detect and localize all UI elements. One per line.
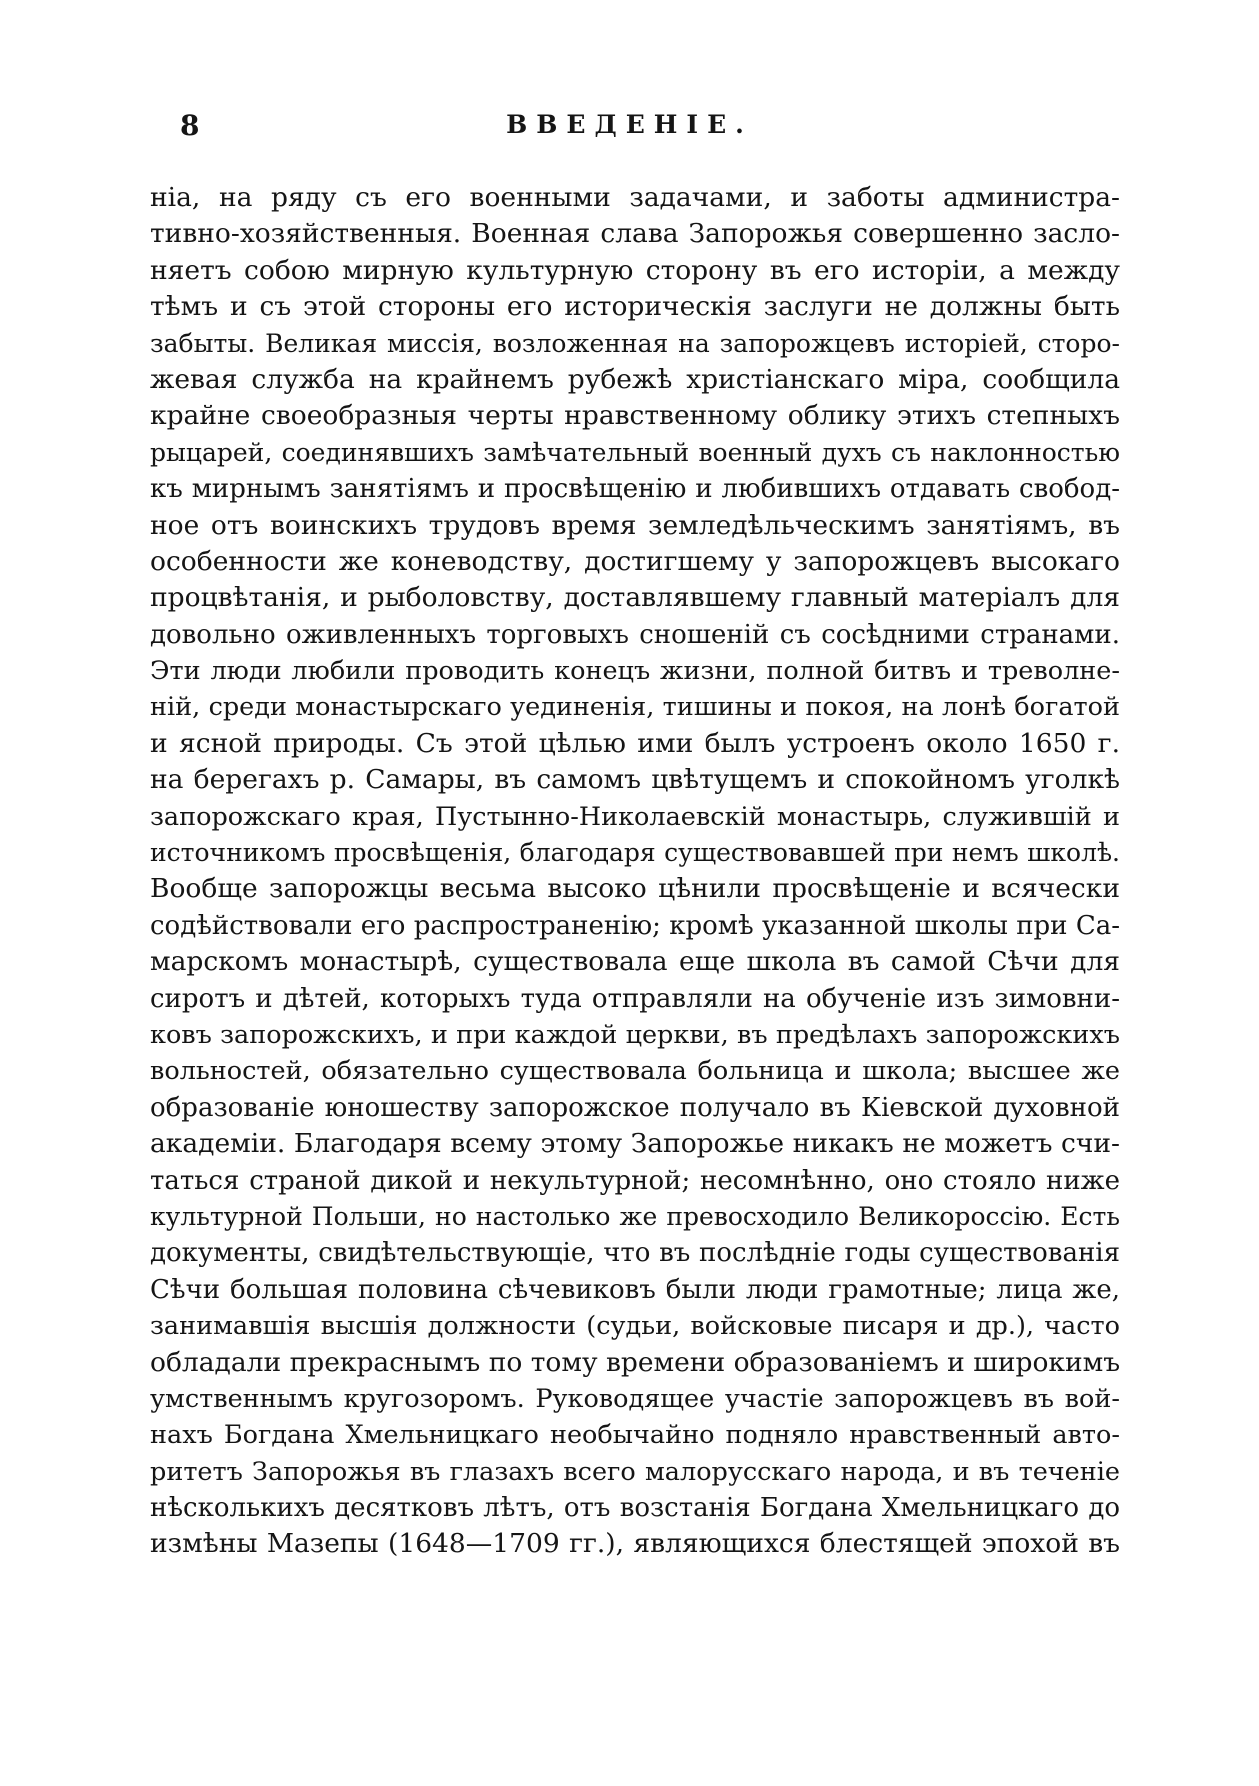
text-line: сиротъ и дѣтей, которыхъ туда отправляли на обученіе изъ зимовни-: [150, 983, 1120, 1014]
text-line: къ мирнымъ занятіямъ и просвѣщенію и любившихъ отдавать свобод-: [150, 474, 1120, 505]
running-title: ВВЕДЕНІЕ.: [506, 110, 753, 139]
text-line: процвѣтанія, и рыболовству, доставлявшему главный матеріалъ для: [150, 582, 1120, 614]
text-line: ніа, на ряду съ его военными задачами, и заботы администра-: [150, 182, 1120, 213]
text-line: вольностей, обязательно существовала больница и школа; высшее же: [150, 1056, 1120, 1087]
text-line: ное отъ воинскихъ трудовъ время земледѣльческимъ занятіямъ, въ: [150, 509, 1120, 541]
text-line: измѣны Мазепы (1648—1709 гг.), являющихся блестящей эпохой въ: [150, 1528, 1120, 1560]
text-line: и ясной природы. Съ этой цѣлью ими былъ устроенъ около 1650 г.: [150, 727, 1120, 759]
text-line: марскомъ монастырѣ, существовала еще школа въ самой Сѣчи для: [150, 946, 1120, 978]
text-line: тѣмъ и съ этой стороны его историческія заслуги не должны быть: [150, 291, 1120, 323]
text-line: ній, среди монастырскаго уединенія, тишины и покоя, на лонѣ богатой: [150, 692, 1120, 723]
text-line: особенности же коневодству, достигшему у запорожцевъ высокаго: [150, 545, 1120, 577]
text-line: Сѣчи большая половина сѣчевиковъ были люди грамотные; лица же,: [150, 1274, 1120, 1305]
text-line: Эти люди любили проводить конецъ жизни, полной битвъ и треволне-: [150, 656, 1120, 687]
text-line: занимавшія высшія должности (судьи, войсковые писаря и др.), часто: [150, 1311, 1120, 1342]
text-line: няетъ собою мирную культурную сторону въ его исторіи, а между: [150, 254, 1120, 286]
text-line: культурной Польши, но настолько же превосходило Великороссію. Есть: [150, 1201, 1120, 1231]
text-line: ковъ запорожскихъ, и при каждой церкви, въ предѣлахъ запорожскихъ: [150, 1019, 1120, 1050]
text-line: обладали прекраснымъ по тому времени образованіемъ и широкимъ: [150, 1346, 1120, 1378]
text-line: нахъ Богдана Хмельницкаго необычайно подняло нравственный авто-: [150, 1420, 1120, 1451]
text-line: крайне своеобразныя черты нравственному облику этихъ степныхъ: [150, 400, 1120, 432]
text-line: жевая служба на крайнемъ рубежѣ христіанскаго міра, сообщила: [150, 363, 1120, 395]
text-line: ритетъ Запорожья въ глазахъ всего малорусскаго народа, и въ теченіе: [150, 1456, 1120, 1487]
text-line: довольно оживленныхъ торговыхъ сношеній съ сосѣдними странами.: [150, 619, 1120, 650]
text-line: таться страной дикой и некультурной; несомнѣнно, оно стояло ниже: [150, 1165, 1120, 1196]
text-line: академіи. Благодаря всему этому Запорожье никакъ не можетъ счи-: [150, 1128, 1120, 1160]
text-line: умственнымъ кругозоромъ. Руководящее участіе запорожцевъ въ вой-: [150, 1383, 1120, 1414]
text-line: нѣсколькихъ десятковъ лѣтъ, отъ возстанія Богдана Хмельницкаго до: [150, 1493, 1120, 1524]
body-text: [150, 180, 1120, 1563]
text-line: Вообще запорожцы весьма высоко цѣнили просвѣщеніе и всячески: [150, 873, 1120, 905]
text-line: на берегахъ р. Самары, въ самомъ цвѣтущемъ и спокойномъ уголкѣ: [150, 764, 1120, 796]
text-line: тивно-хозяйственныя. Военная слава Запорожья совершенно засло-: [150, 218, 1120, 250]
text-line: содѣйствовали его распространенію; кромѣ указанной школы при Са-: [150, 910, 1120, 941]
text-line: запорожскаго края, Пустынно-Николаевскій монастырь, служившій и: [150, 801, 1120, 832]
page-number: 8: [180, 109, 200, 142]
text-line: рыцарей, соединявшихъ замѣчательный военный духъ съ наклонностью: [150, 437, 1120, 467]
text-line: источникомъ просвѣщенія, благодаря существовавшей при немъ школѣ.: [150, 838, 1120, 868]
text-line: документы, свидѣтельствующіе, что въ послѣдніе годы существованія: [150, 1238, 1120, 1269]
text-line: образованіе юношеству запорожское получало въ Кіевской духовной: [150, 1092, 1120, 1123]
text-line: забыты. Великая миссія, возложенная на запорожцевъ исторіей, сторо-: [150, 328, 1120, 358]
